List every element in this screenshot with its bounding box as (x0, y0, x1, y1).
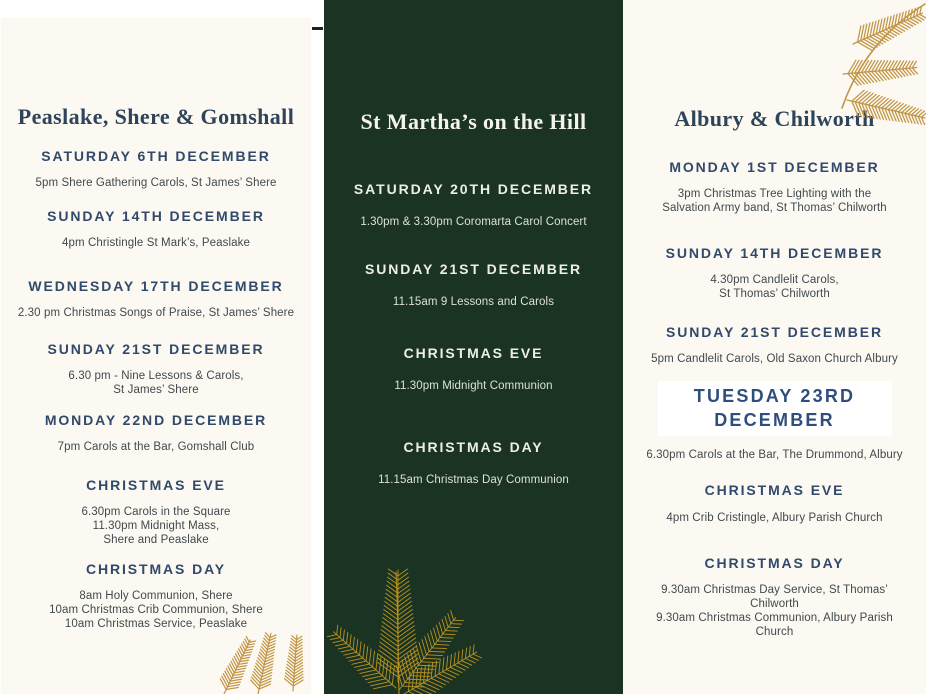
service-section (631, 245, 918, 301)
date-heading: CHRISTMAS EVE (86, 477, 226, 493)
panel-peaslake-shere-gomshall (1, 18, 311, 694)
event-line: 6.30 pm - Nine Lessons & Carols, (68, 370, 244, 382)
event-line: 11.30pm Midnight Communion (394, 380, 553, 392)
event-line: 4.30pm Candlelit Carols, (710, 274, 839, 286)
date-heading: WEDNESDAY 17TH DECEMBER (28, 278, 284, 294)
service-section (631, 324, 918, 366)
event-line: 4pm Crib Cristingle, Albury Parish Church (666, 512, 883, 524)
service-section (334, 181, 613, 229)
panel-albury-chilworth (623, 0, 926, 694)
service-section (15, 148, 297, 190)
event-line: 2.30 pm Christmas Songs of Praise, St James’ Shere (17, 307, 295, 319)
date-heading: SUNDAY 21ST DECEMBER (47, 341, 265, 357)
date-heading: CHRISTMAS DAY (85, 561, 227, 577)
event-line: St James’ Shere (113, 384, 199, 396)
date-heading: SATURDAY 6TH DECEMBER (41, 148, 271, 164)
event-line: 3pm Christmas Tree Lighting with the (677, 188, 872, 200)
event-line: 8am Holy Communion, Shere (79, 590, 233, 602)
panel-title: Albury & Chilworth (674, 106, 875, 131)
date-heading: CHRISTMAS DAY (403, 439, 544, 455)
date-heading: CHRISTMAS DAY (704, 555, 845, 571)
date-heading: CHRISTMAS EVE (403, 345, 544, 361)
event-line: 9.30am Christmas Communion, Albury Parish (656, 612, 893, 624)
date-heading: SUNDAY 21ST DECEMBER (666, 324, 883, 340)
service-section (631, 381, 918, 462)
service-section (631, 159, 918, 215)
service-section (334, 345, 613, 393)
event-line: 10am Christmas Service, Peaslake (64, 618, 248, 630)
date-heading: SATURDAY 20TH DECEMBER (353, 181, 594, 197)
service-section (15, 561, 297, 631)
date-heading: SUNDAY 21ST DECEMBER (365, 261, 582, 277)
event-line: 10am Christmas Crib Communion, Shere (49, 604, 263, 616)
service-section (15, 477, 297, 547)
event-line: Church (755, 626, 794, 638)
event-line: 9.30am Christmas Day Service, St Thomas’ (661, 584, 888, 596)
event-line: 5pm Shere Gathering Carols, St James’ Shere (35, 177, 277, 189)
event-line: 1.30pm & 3.30pm Coromarta Carol Concert (360, 216, 587, 228)
event-line: 6.30pm Carols at the Bar, The Drummond, Albury (646, 449, 903, 461)
panel-title: St Martha’s on the Hill (360, 109, 587, 134)
event-line: 11.15am 9 Lessons and Carols (392, 296, 555, 308)
service-section (15, 341, 297, 397)
date-heading-highlighted: TUESDAY 23RD DECEMBER (658, 381, 892, 436)
service-section (15, 208, 297, 250)
event-line: 11.30pm Midnight Mass, (92, 520, 220, 532)
event-line: 6.30pm Carols in the Square (81, 506, 231, 518)
scan-artifact-dash (312, 27, 323, 30)
panel-title: Peaslake, Shere & Gomshall (17, 104, 295, 129)
service-section (334, 261, 613, 309)
event-line: 4pm Christingle St Mark’s, Peaslake (62, 237, 250, 249)
date-heading: MONDAY 1ST DECEMBER (669, 159, 880, 175)
service-section (631, 482, 918, 525)
event-line: Chilworth (750, 598, 799, 610)
date-heading: SUNDAY 14TH DECEMBER (665, 245, 884, 261)
date-heading: MONDAY 22ND DECEMBER (44, 412, 268, 428)
event-line: Salvation Army band, St Thomas’ Chilworth (662, 202, 887, 214)
service-section (15, 412, 297, 454)
event-line: St Thomas’ Chilworth (719, 288, 830, 300)
panel-st-marthas-on-the-hill (324, 0, 623, 694)
date-heading: CHRISTMAS EVE (704, 482, 845, 498)
event-line: Shere and Peaslake (103, 534, 209, 546)
service-section (631, 555, 918, 639)
date-heading: SUNDAY 14TH DECEMBER (47, 208, 265, 224)
service-section (15, 278, 297, 320)
service-section (334, 439, 613, 487)
event-line: 7pm Carols at the Bar, Gomshall Club (57, 441, 255, 453)
event-line: 5pm Candlelit Carols, Old Saxon Church Albury (651, 353, 898, 365)
event-line: 11.15am Christmas Day Communion (378, 474, 569, 486)
